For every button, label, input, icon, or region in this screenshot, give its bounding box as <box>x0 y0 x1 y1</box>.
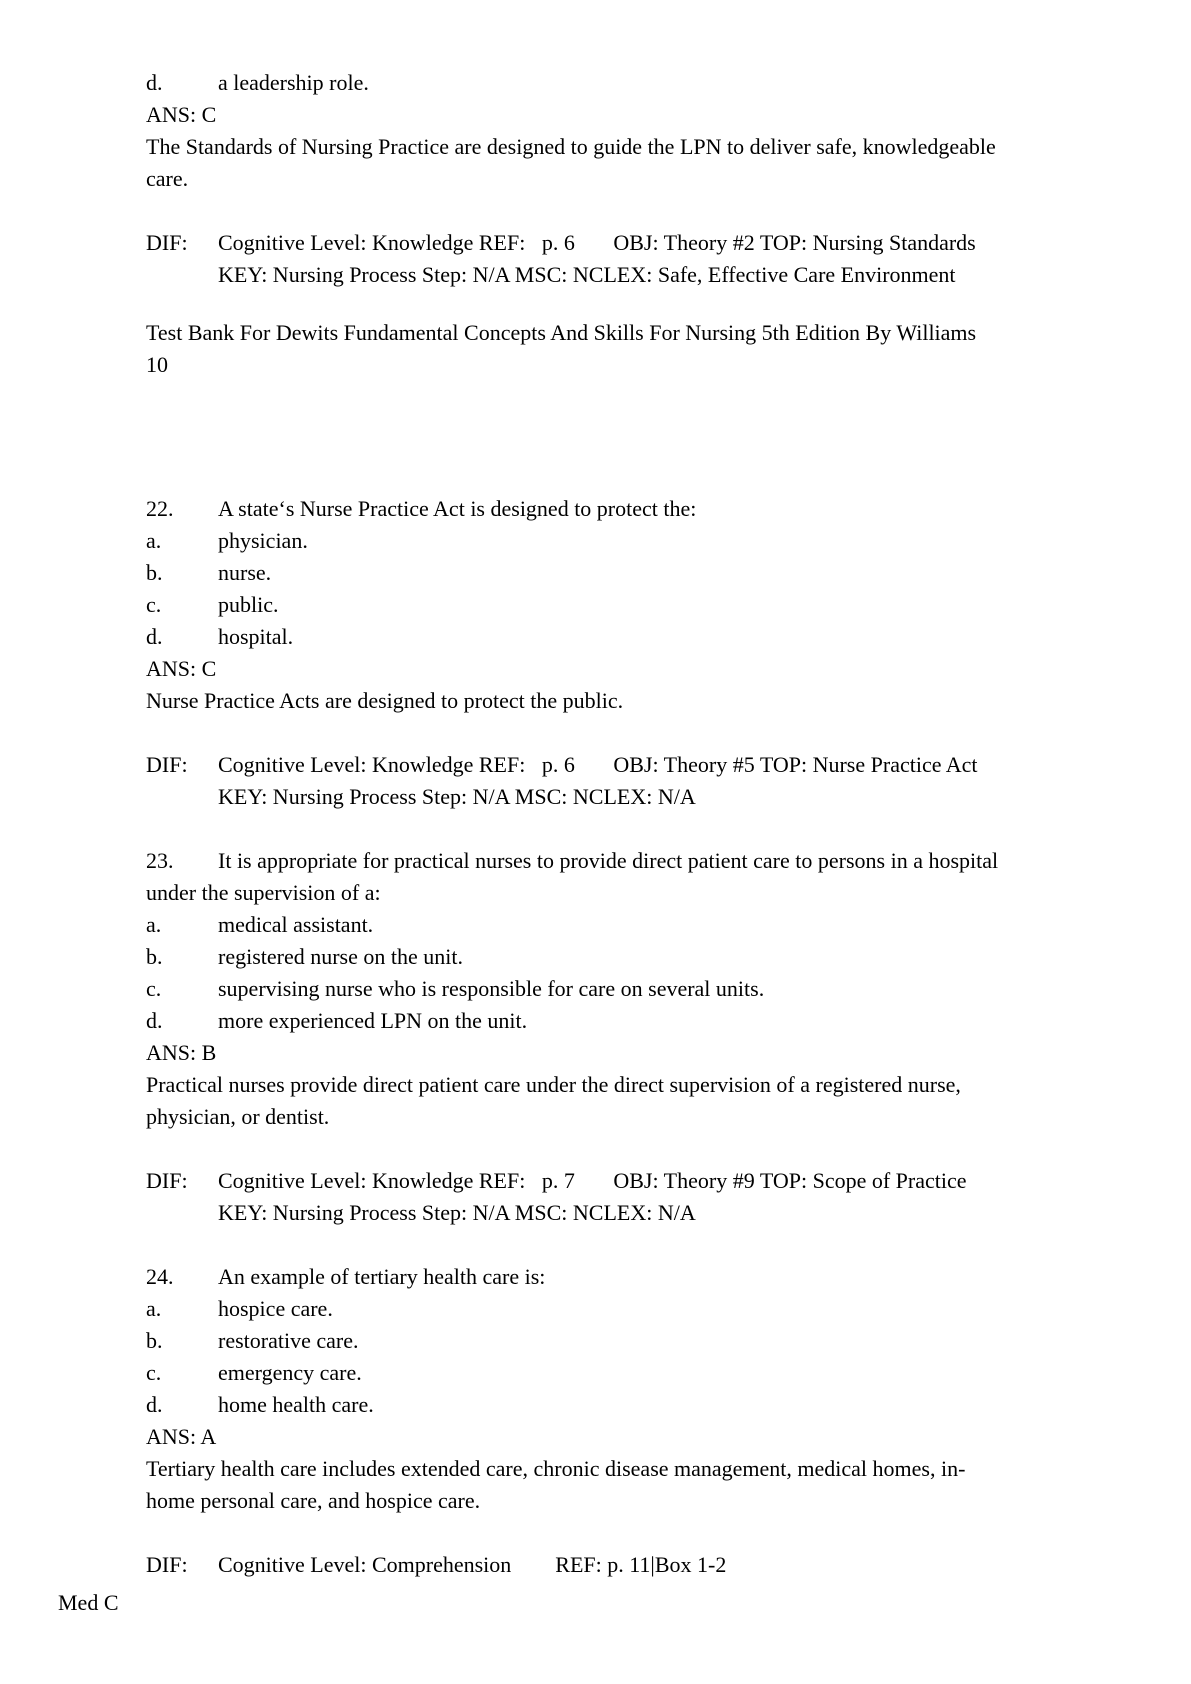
option-d-text: a leadership role. <box>218 70 369 95</box>
answer-key: ANS: B <box>146 1040 217 1065</box>
option-text: registered nurse on the unit. <box>218 944 463 969</box>
option-text: physician. <box>218 528 308 553</box>
dif-metadata-line: Cognitive Level: Knowledge REF: p. 6 OBJ: Theory #5 TOP: Nurse Practice Act <box>218 752 978 777</box>
dif-metadata-line: Cognitive Level: Knowledge REF: p. 7 OBJ: Theory #9 TOP: Scope of Practice <box>218 1168 967 1193</box>
option-label: a. <box>146 528 162 553</box>
rationale-line: Tertiary health care includes extended care, chronic disease management, medical homes, in- <box>146 1456 966 1481</box>
option-text: emergency care. <box>218 1360 362 1385</box>
dif-metadata-line: Cognitive Level: Knowledge REF: p. 6 OBJ: Theory #2 TOP: Nursing Standards <box>218 230 976 255</box>
option-text: home health care. <box>218 1392 374 1417</box>
question-number: 23. <box>146 848 174 873</box>
option-label: c. <box>146 1360 162 1385</box>
rationale-line: Practical nurses provide direct patient care under the direct supervision of a registered nurse, <box>146 1072 961 1097</box>
test-bank-title: Test Bank For Dewits Fundamental Concepts And Skills For Nursing 5th Edition By Williams <box>146 320 977 345</box>
option-label: c. <box>146 976 162 1001</box>
dif-metadata-line: KEY: Nursing Process Step: N/A MSC: NCLEX: N/A <box>218 1200 696 1225</box>
question-stem: An example of tertiary health care is: <box>218 1264 546 1289</box>
option-text: nurse. <box>218 560 272 585</box>
question-stem: It is appropriate for practical nurses to provide direct patient care to persons in a hospital <box>218 848 999 873</box>
footer-text: Med C <box>58 1590 119 1615</box>
answer-key: ANS: C <box>146 656 217 681</box>
option-text: hospital. <box>218 624 294 649</box>
question-stem: under the supervision of a: <box>146 880 381 905</box>
dif-metadata-line: Cognitive Level: Comprehension REF: p. 11|Box 1-2 <box>218 1552 727 1577</box>
rationale-line: The Standards of Nursing Practice are designed to guide the LPN to deliver safe, knowledgeable <box>146 134 996 159</box>
option-text: hospice care. <box>218 1296 333 1321</box>
question-number: 24. <box>146 1264 174 1289</box>
dif-label: DIF: <box>146 1168 188 1193</box>
option-text: medical assistant. <box>218 912 374 937</box>
option-text: supervising nurse who is responsible for care on several units. <box>218 976 765 1001</box>
option-label: b. <box>146 560 163 585</box>
rationale-line: care. <box>146 166 189 191</box>
option-label: a. <box>146 912 162 937</box>
option-label: b. <box>146 1328 163 1353</box>
answer-key: ANS: A <box>146 1424 217 1449</box>
dif-label: DIF: <box>146 230 188 255</box>
option-label: b. <box>146 944 163 969</box>
option-label: d. <box>146 1392 163 1417</box>
option-label: d. <box>146 624 163 649</box>
dif-label: DIF: <box>146 1552 188 1577</box>
rationale-line: home personal care, and hospice care. <box>146 1488 481 1513</box>
rationale-line: Nurse Practice Acts are designed to protect the public. <box>146 688 624 713</box>
answer-key: ANS: C <box>146 102 217 127</box>
option-label: c. <box>146 592 162 617</box>
question-stem: A state‘s Nurse Practice Act is designed to protect the: <box>218 496 697 521</box>
dif-metadata-line: KEY: Nursing Process Step: N/A MSC: NCLEX: Safe, Effective Care Environment <box>218 262 956 287</box>
question-number: 22. <box>146 496 174 521</box>
dif-label: DIF: <box>146 752 188 777</box>
option-text: more experienced LPN on the unit. <box>218 1008 528 1033</box>
option-text: public. <box>218 592 279 617</box>
option-d-label: d. <box>146 70 163 95</box>
option-label: d. <box>146 1008 163 1033</box>
rationale-line: physician, or dentist. <box>146 1104 330 1129</box>
dif-metadata-line: KEY: Nursing Process Step: N/A MSC: NCLEX: N/A <box>218 784 696 809</box>
option-text: restorative care. <box>218 1328 359 1353</box>
option-label: a. <box>146 1296 162 1321</box>
page-number: 10 <box>146 352 168 377</box>
